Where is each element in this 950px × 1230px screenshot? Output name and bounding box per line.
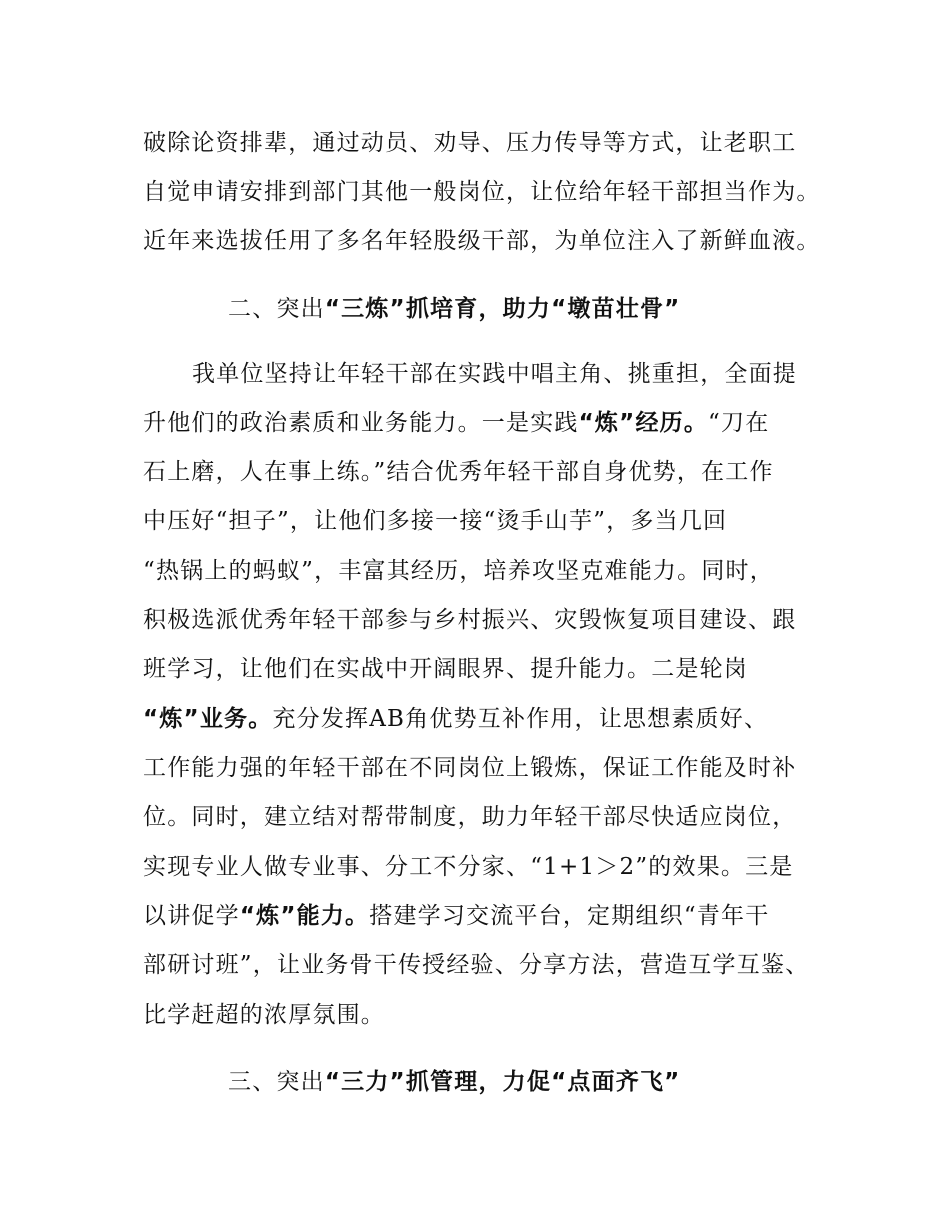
heading-text: 二、突出: [228, 296, 325, 322]
paragraph-line: 中压好“担子”，让他们多接一接“烫手山芋”，多当几回: [143, 508, 728, 534]
paragraph-line: 我单位坚持让年轻干部在实践中唱主角、挑重担，全面提: [192, 361, 797, 387]
heading-bold-text: “点面齐飞”: [551, 1069, 681, 1095]
paragraph-line: 位。同时，建立结对帮带制度，助力年轻干部尽快适应岗位，: [143, 804, 797, 830]
line-text: “刀在: [708, 410, 770, 436]
line-text: 升他们的政治素质和业务能力。一是实践: [143, 410, 579, 436]
bold-phrase: “炼”业务。: [143, 706, 273, 732]
line-text: 充分发挥AB角优势互补作用，让思想素质好、: [272, 706, 769, 732]
paragraph-line: “热锅上的蚂蚁”，丰富其经历，培养攻坚克难能力。同时，: [143, 558, 774, 584]
paragraph-line: 工作能力强的年轻干部在不同岗位上锻炼，保证工作能及时补: [143, 755, 797, 781]
line-text: 搭建学习交流平台，定期组织“青年干: [369, 903, 770, 929]
paragraph-line: [143, 408, 769, 438]
paragraph-line: [143, 704, 768, 734]
heading-bold-text: 抓培育，助力: [405, 296, 552, 322]
line-text: 以讲促学: [143, 903, 240, 929]
paragraph-line: 实现专业人做专业事、分工不分家、“1+1＞2”的效果。三是: [143, 854, 794, 880]
heading-bold-text: “墩苗壮骨”: [551, 296, 681, 322]
bold-phrase: “炼”能力。: [239, 903, 370, 929]
paragraph-line: 石上磨，人在事上练。”结合优秀年轻干部自身优势，在工作: [143, 459, 774, 485]
paragraph-line: 比学赶超的浓厚氛围。: [143, 1002, 385, 1028]
paragraph-line: 部研讨班”，让业务骨干传授经验、分享方法，营造互学互鉴、: [143, 952, 810, 978]
heading-bold-text: 抓管理，力促: [405, 1069, 552, 1095]
paragraph-line: 班学习，让他们在实战中开阔眼界、提升能力。二是轮岗: [143, 656, 748, 682]
paragraph-line: 近年来选拔任用了多名年轻股级干部，为单位注入了新鲜血液。: [143, 228, 821, 254]
paragraph-line: 积极选派优秀年轻干部参与乡村振兴、灾毁恢复项目建设、跟: [143, 607, 797, 633]
paragraph-line: [143, 901, 769, 931]
heading-bold-text: “三炼”: [324, 296, 406, 322]
section-heading-3: [228, 1067, 681, 1097]
section-heading-2: [228, 294, 681, 324]
paragraph-line: 破除论资排辈，通过动员、劝导、压力传导等方式，让老职工: [143, 130, 797, 156]
paragraph-line: 自觉申请安排到部门其他一般岗位，让位给年轻干部担当作为。: [143, 179, 821, 205]
heading-bold-text: “三力”: [324, 1069, 406, 1095]
heading-text: 三、突出: [228, 1069, 325, 1095]
bold-phrase: “炼”经历。: [578, 410, 709, 436]
